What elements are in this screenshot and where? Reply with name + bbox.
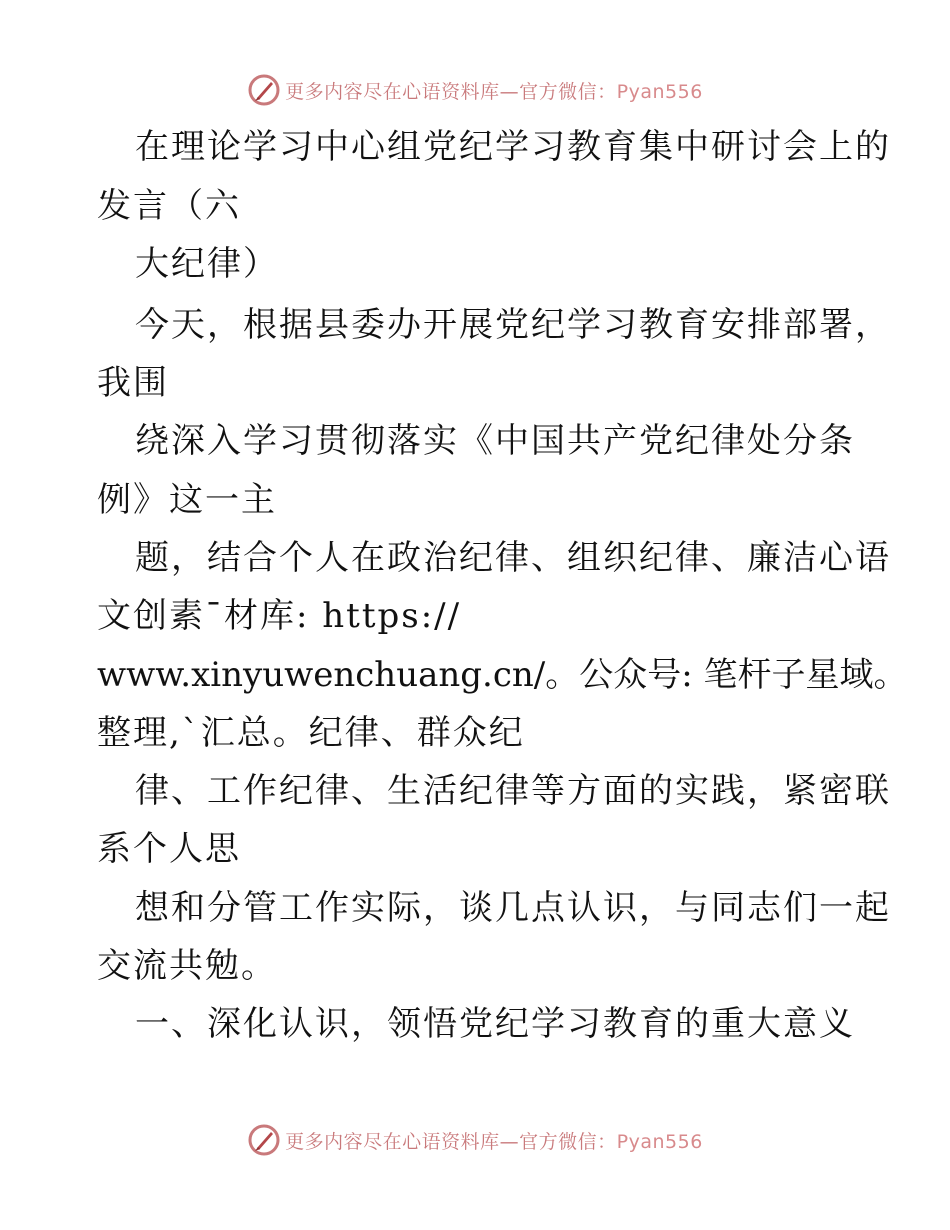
footer-handle: Pyan556 (616, 1130, 703, 1153)
body-line: 整理,`汇总。纪律、群众纪 (97, 713, 525, 753)
body-line: 例》这一主 (97, 480, 277, 520)
footer-brand-text: 更多内容尽在心语资料库—官方微信： (285, 1130, 617, 1153)
body-line: 律、工作纪律、生活纪律等方面的实践，紧密联 (135, 771, 891, 811)
header-handle: Pyan556 (616, 80, 703, 103)
body-line: 交流共勉。 (97, 946, 277, 986)
body-line: 今天，根据县委办开展党纪学习教育安排部署， (135, 305, 891, 345)
body-line: 文创素¯材库: https:// (97, 596, 462, 636)
header-brand-text: 更多内容尽在心语资料库—官方微信： (285, 80, 617, 103)
body-line: 绕深入学习贯彻落实《中国共产党纪律处分条 (135, 421, 855, 461)
body-line: www.xinyuwenchuang.cn/。公众号: 笔杆子星域。 (97, 655, 908, 695)
body-line: 系个人思 (97, 829, 241, 869)
body-line: 在理论学习中心组党纪学习教育集中研讨会上的 (135, 127, 891, 167)
body-line: 发言（六 (97, 186, 241, 226)
footer-banner-text (285, 1127, 703, 1154)
quill-logo-icon (247, 1123, 281, 1157)
body-line: 大纪律） (135, 244, 279, 284)
footer-watermark-banner (0, 1120, 950, 1160)
body-line: 题，结合个人在政治纪律、组织纪律、廉洁心语 (135, 538, 891, 578)
body-line: 一、深化认识，领悟党纪学习教育的重大意义 (135, 1004, 855, 1044)
body-line: 想和分管工作实际，谈几点认识，与同志们一起 (135, 888, 891, 928)
body-line: 我围 (97, 363, 169, 403)
